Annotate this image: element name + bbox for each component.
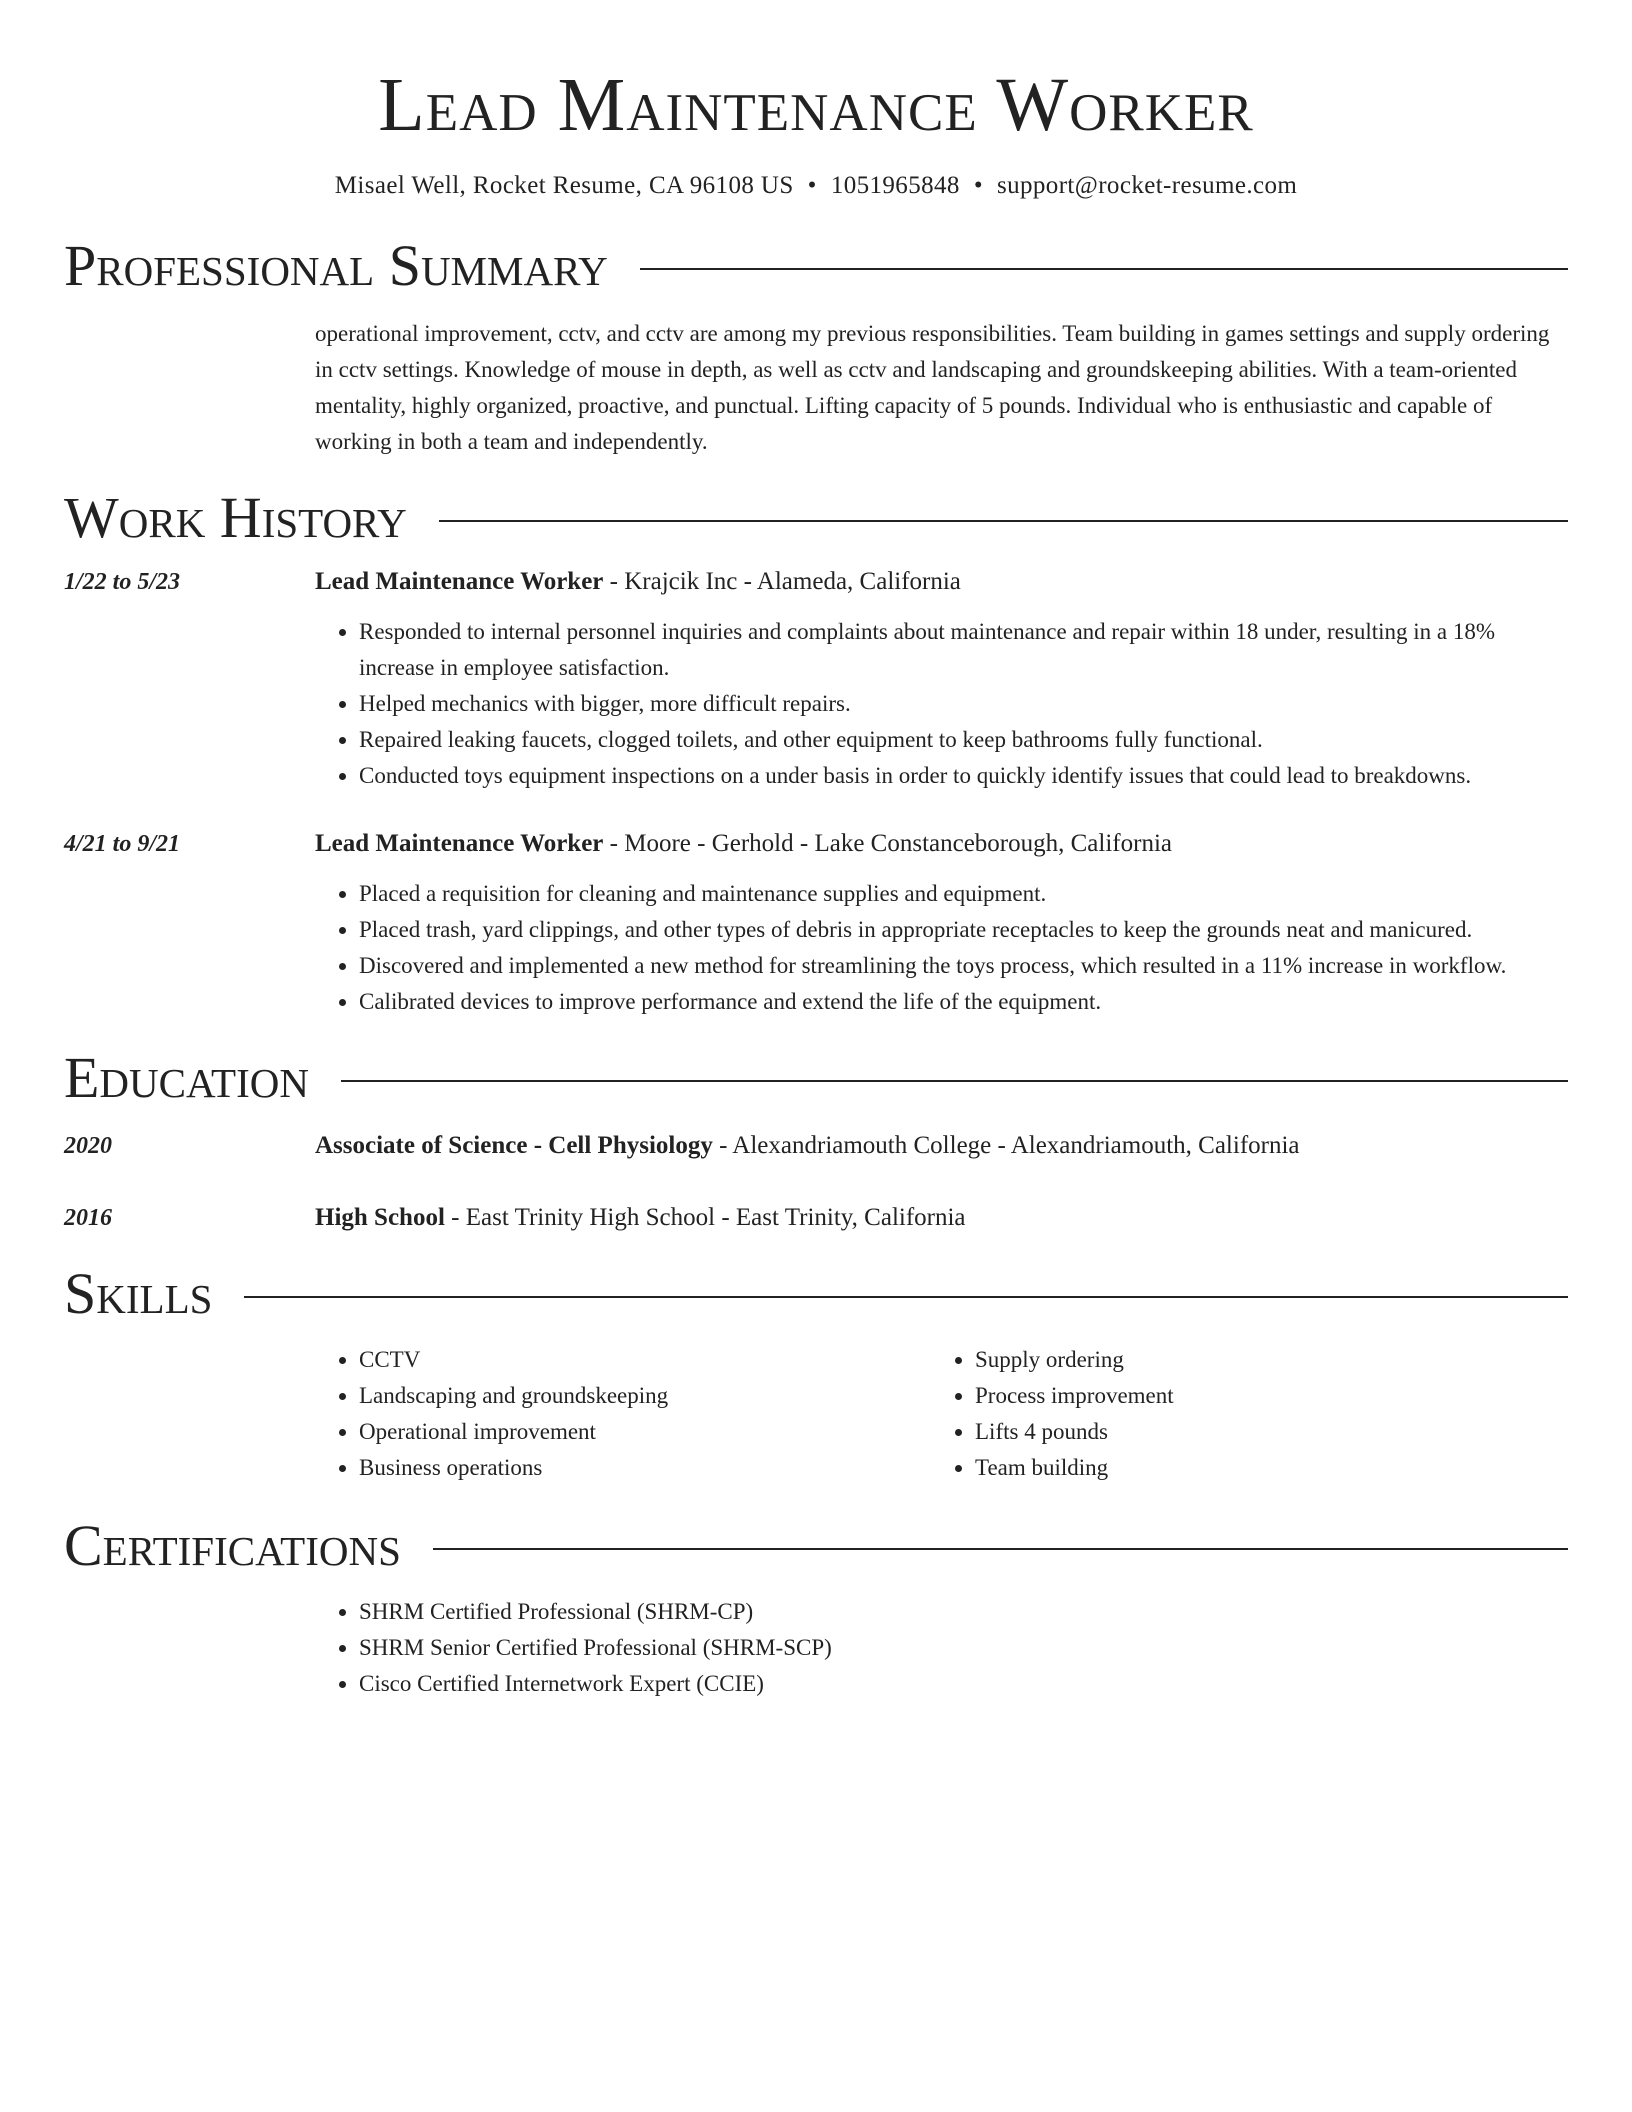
section-divider: [244, 1296, 1568, 1298]
skills-heading: Skills: [64, 1261, 213, 1326]
job-heading: [315, 826, 1568, 862]
education-year: 2020: [64, 1133, 112, 1159]
education-heading-line: [315, 1200, 1568, 1236]
skills-section-header: [64, 1262, 1568, 1326]
skill-item: • Operational improvement: [359, 1414, 931, 1450]
skill-item: • Team building: [975, 1450, 1547, 1486]
skill-item: • Landscaping and groundskeeping: [359, 1378, 931, 1414]
job-title: Lead Maintenance Worker: [315, 830, 604, 857]
certifications-section-header: [64, 1514, 1568, 1578]
certifications-heading: Certifications: [64, 1513, 401, 1578]
job-body: [315, 564, 1568, 794]
education-degree: Associate of Science - Cell Physiology: [315, 1132, 713, 1159]
education-heading: Education: [64, 1045, 309, 1110]
certifications-bullets: [315, 1594, 1568, 1702]
job-bullet: • Placed trash, yard clippings, and other types of debris in appropriate receptacles to keep the grounds neat and manicured.: [359, 912, 1568, 948]
job-bullet: • Calibrated devices to improve performance and extend the life of the equipment.: [359, 984, 1568, 1020]
job-bullet: • Responded to internal personnel inquiries and complaints about maintenance and repair within 18 under, resulting in a 18% increase in employee satisfaction.: [359, 614, 1568, 686]
job-entry: [64, 564, 1568, 794]
summary-heading: Professional Summary: [64, 233, 608, 298]
contact-email: support@rocket-resume.com: [996, 172, 1298, 199]
job-bullet: • Conducted toys equipment inspections on a under basis in order to quickly identify issues that could lead to breakdowns.: [359, 758, 1568, 794]
job-bullet: • Repaired leaking faucets, clogged toilets, and other equipment to keep bathrooms fully functional.: [359, 722, 1568, 758]
contact-separator: •: [973, 172, 983, 199]
job-bullets: [315, 876, 1568, 1020]
skill-item: • Process improvement: [975, 1378, 1547, 1414]
job-bullet: • Helped mechanics with bigger, more difficult repairs.: [359, 686, 1568, 722]
job-entry: [64, 826, 1568, 1020]
job-bullets: [315, 614, 1568, 794]
job-body: [315, 826, 1568, 1020]
contact-separator: •: [807, 172, 817, 199]
skill-item: • Business operations: [359, 1450, 931, 1486]
job-dates: 4/21 to 9/21: [64, 831, 181, 857]
work-heading: Work History: [64, 485, 407, 550]
job-bullet: • Discovered and implemented a new method for streamlining the toys process, which resulted in a 11% increase in workflow.: [359, 948, 1568, 984]
contact-line: [64, 170, 1568, 202]
summary-section-header: [64, 234, 1568, 298]
skills-column-left: [315, 1342, 931, 1486]
resume-page: [64, 0, 1568, 1702]
education-heading-line: [315, 1128, 1568, 1164]
education-entry: [64, 1200, 1568, 1236]
job-heading: [315, 564, 1568, 600]
section-divider: [439, 520, 1568, 522]
education-year: 2016: [64, 1205, 112, 1231]
certifications-list: [315, 1594, 1568, 1702]
job-title: Lead Maintenance Worker: [315, 568, 604, 595]
education-degree: High School: [315, 1204, 445, 1231]
education-details: - Alexandriamouth College - Alexandriamouth, California: [712, 1132, 1300, 1159]
certification-item: • SHRM Senior Certified Professional (SHRM-SCP): [359, 1630, 1568, 1666]
contact-phone: 1051965848: [830, 172, 960, 199]
job-dates: 1/22 to 5/23: [64, 569, 181, 595]
job-details: - Moore - Gerhold - Lake Constanceborough, California: [603, 830, 1172, 857]
skill-item: • Lifts 4 pounds: [975, 1414, 1547, 1450]
skill-item: • CCTV: [359, 1342, 931, 1378]
summary-text: operational improvement, cctv, and cctv are among my previous responsibilities. Team building in games settings and supply ordering in cctv settings. Knowledge of mouse in depth, as well as cctv and landscaping and groundskeeping abilities. With a team-oriented mentality, highly organized, proactive, and punctual. Lifting capacity of 5 pounds. Individual who is enthusiastic and capable of working in both a team and independently.: [315, 321, 1550, 454]
contact-address: Misael Well, Rocket Resume, CA 96108 US: [334, 172, 794, 199]
job-bullet: • Placed a requisition for cleaning and maintenance supplies and equipment.: [359, 876, 1568, 912]
skills-list: [315, 1342, 1568, 1486]
section-divider: [640, 268, 1568, 270]
education-details: - East Trinity High School - East Trinity, California: [444, 1204, 966, 1231]
section-divider: [433, 1548, 1568, 1550]
education-entry: [64, 1128, 1568, 1164]
skills-column-right: [931, 1342, 1547, 1486]
resume-title: Lead Maintenance Worker: [378, 63, 1254, 147]
certification-item: • SHRM Certified Professional (SHRM-CP): [359, 1594, 1568, 1630]
skill-item: • Supply ordering: [975, 1342, 1547, 1378]
certification-item: • Cisco Certified Internetwork Expert (CCIE): [359, 1666, 1568, 1702]
work-section-header: [64, 486, 1568, 550]
section-divider: [341, 1080, 1568, 1082]
education-section-header: [64, 1046, 1568, 1110]
job-details: - Krajcik Inc - Alameda, California: [603, 568, 961, 595]
